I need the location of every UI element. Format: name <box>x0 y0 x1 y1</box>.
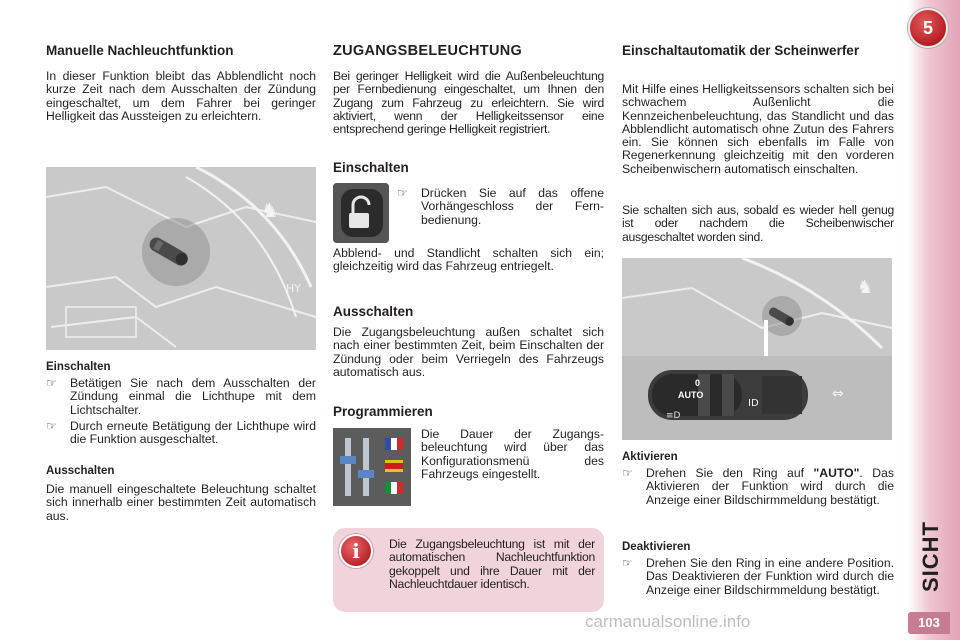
heading-deaktivieren: Deaktivieren <box>622 541 691 553</box>
title-manuelle-nachleuchtfunktion: Manuelle Nachleuchtfunktion <box>46 43 234 58</box>
heading-ausschalten-2: Ausschalten <box>333 304 414 319</box>
title-zugangsbeleuchtung: ZUGANGSBELEUCHTUNG <box>333 43 523 59</box>
pointer-hand-icon: ☞ <box>46 376 57 390</box>
page-number: 103 <box>908 612 950 634</box>
bullet-einschalten-2 <box>46 420 316 447</box>
stalk-label-zero: 0 <box>695 378 701 388</box>
remote-key-figure <box>333 183 389 243</box>
bullet-aktivieren <box>622 467 894 507</box>
automatik-intro: Mit Hilfe eines Helligkeitssensors schalten sich bei schwachem Außenlicht die Kennzeichenbeleuchtung, das Standlicht und das Abblendlicht automatisch ohne Zutun des Fahrers ein. Sie können sich ebenfalls im Falle von Regenerkennung gleichzeitig mit den vorderen Scheibenwischern automatisch einschalten. <box>622 82 894 176</box>
watermark: carmanualsonline.info <box>585 612 751 631</box>
open-padlock-icon <box>333 183 389 243</box>
chapter-number: 5 <box>922 18 933 38</box>
bullet-einschalten-1 <box>46 377 316 417</box>
bullet-text: Drücken Sie auf das offene Vorhängeschloss der Fernbedienung. <box>421 186 604 227</box>
figure-steering-stalk <box>46 167 316 350</box>
svg-text:♞: ♞ <box>261 198 279 222</box>
pointer-hand-icon: ☞ <box>622 556 633 570</box>
bullet-einschalten-zugang <box>397 187 604 227</box>
heading-programmieren: Programmieren <box>333 404 433 419</box>
heading-ausschalten-1: Ausschalten <box>46 465 115 477</box>
info-icon: i <box>339 534 373 568</box>
automatik-intro-2: Sie schalten sich aus, sobald es wieder hell genug ist oder nachdem die Scheibenwischer ausgeschaltet worden sind. <box>622 203 894 244</box>
intro-text: In dieser Funktion bleibt das Abblendlicht noch kurze Zeit nach dem Ausschalten der Zündung eingeschaltet, um dem Fahrer bei geringer Helligkeit das Aussteigen zu erleichtern. <box>46 69 316 123</box>
svg-text:♞: ♞ <box>857 277 874 298</box>
bullet-text: Betätigen Sie nach dem Ausschalten der Zündung einmal die Lichthupe mit dem Lichtschalter. <box>70 376 316 417</box>
bullet-text: Durch erneute Betätigung der Lichthupe wird die Funktion ausgeschaltet. <box>70 419 316 447</box>
einschalten-zugang-text: Abblend- und Standlicht schalten sich ein; gleichzeitig wird das Fahrzeug entriegelt. <box>333 246 604 274</box>
ausschalten-zugang-text: Die Zugangsbeleuchtung außen schaltet sich nach einer bestimmten Zeit, beim Einschalten der Zündung oder beim Verriegeln des Fahrzeugs automatisch aus. <box>333 325 604 379</box>
aktivieren-text-pre: Drehen Sie den Ring auf <box>646 466 814 480</box>
slider-settings-icon <box>333 428 411 506</box>
svg-text:≡D: ≡D <box>666 411 681 421</box>
heading-einschalten-2: Einschalten <box>333 160 409 175</box>
aktivieren-text-post: . Das Aktivieren der Funktion wird durch die Anzeige einer Bildschirmmeldung bestätigt. <box>646 466 894 507</box>
info-text: Die Zugangsbeleuchtung ist mit der automatischen Nachleuchtfunktion gekoppelt und ihre Dauer mit der Nachleuchtdauer identisch. <box>389 537 595 591</box>
ausschalten-text-1: Die manuell eingeschaltete Beleuchtung schaltet sich innerhalb einer bestimmten Zeit automatisch aus. <box>46 482 316 523</box>
bullet-deaktivieren <box>622 557 894 597</box>
chapter-badge <box>908 8 948 48</box>
auto-stalk-illustration <box>622 258 892 440</box>
pointer-hand-icon: ☞ <box>622 466 633 480</box>
heading-aktivieren: Aktivieren <box>622 451 678 463</box>
section-title: SICHT <box>918 521 943 592</box>
programmieren-text: Die Dauer der Zugangsbeleuchtung wird über das Konfigurationsmenü des Fahrzeugs eingestellt. <box>421 427 604 481</box>
figure-auto-stalk <box>622 258 892 440</box>
heading-einschalten-1: Einschalten <box>46 361 111 373</box>
stalk-label-auto: AUTO <box>678 390 704 400</box>
zugang-intro: Bei geringer Helligkeit wird die Außenbeleuchtung per Fernbedienung eingeschaltet, um Ihnen den Zugang zum Fahrzeug zu erleichtern. Sie wird aktiviert, wenn der Helligkeitssensor eine entsprechend geringe Helligkeit registriert. <box>333 69 604 137</box>
aktivieren-auto-label: "AUTO" <box>813 466 860 480</box>
bullet-text: Drehen Sie den Ring in eine andere Position. Das Deaktivieren der Funktion wird durch die Anzeige einer Bildschirmmeldung bestätigt. <box>646 556 894 597</box>
title-einschaltautomatik: Einschaltautomatik der Scheinwerfer <box>622 43 860 58</box>
svg-text:HY: HY <box>286 282 301 295</box>
pointer-hand-icon: ☞ <box>46 419 57 433</box>
svg-text:ID: ID <box>748 398 759 409</box>
config-menu-figure <box>333 428 411 506</box>
pointer-hand-icon: ☞ <box>397 186 408 200</box>
svg-text:⇔: ⇔ <box>832 386 844 402</box>
dashboard-illustration <box>46 167 316 350</box>
